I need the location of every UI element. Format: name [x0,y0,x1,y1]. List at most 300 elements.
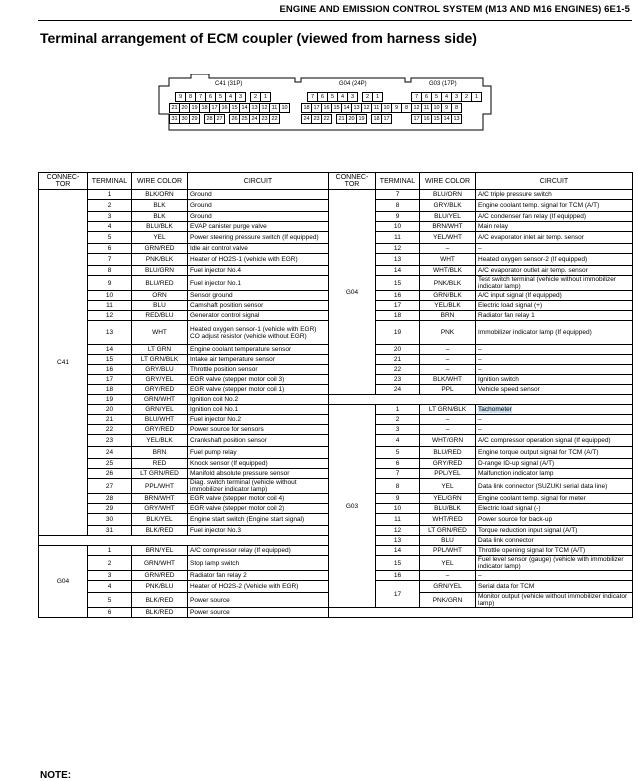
circuit-cell: – [476,425,633,435]
terminal-cell: 30 [88,514,132,526]
wire-color-cell: GRY/RED [420,459,476,469]
terminal-cell: 1 [88,546,132,556]
wire-color-cell: PPL/WHT [420,546,476,556]
c41-pin: 9 [175,92,186,102]
circuit-cell: Power source [188,608,329,618]
terminal-cell: 15 [376,276,420,291]
wire-color-cell: YEL/GRN [420,494,476,504]
terminal-cell: 7 [88,254,132,266]
terminal-cell: 4 [88,581,132,593]
circuit-cell: Generator control signal [188,311,329,321]
circuit-cell: A/C input signal (If equipped) [476,291,633,301]
circuit-cell: EVAP canister purge valve [188,222,329,232]
terminal-cell: 20 [88,405,132,415]
wire-color-cell: WHT [132,321,188,345]
terminal-cell: 9 [376,212,420,222]
circuit-cell: Engine coolant temp. signal for TCM (A/T) [476,200,633,212]
circuit-cell: Power steering pressure switch (If equipped) [188,232,329,244]
terminal-cell: 2 [376,415,420,425]
col-connector: CONNEC-TOR [39,173,88,190]
g04-pin: 20 [346,114,357,124]
empty-cell [329,608,633,618]
terminal-cell: 12 [88,311,132,321]
terminal-cell: 19 [88,395,132,405]
circuit-cell: Engine start switch (Engine start signal) [188,514,329,526]
terminal-cell: 8 [376,200,420,212]
circuit-cell: Heated oxygen sensor-1 (vehicle with EGR) CO adjust resistor (vehicle without EGR) [188,321,329,345]
terminal-cell: 16 [88,365,132,375]
c41-pin: 27 [214,114,225,124]
wire-color-cell: BLK/RED [132,526,188,536]
c41-pin: 28 [204,114,215,124]
circuit-cell: Engine torque output signal for TCM (A/T) [476,447,633,459]
g04-pin: 21 [336,114,347,124]
empty-cell [39,536,329,546]
col-circuit: CIRCUIT [188,173,329,190]
g03-pin: 4 [441,92,452,102]
terminal-cell: 27 [88,479,132,494]
wire-color-cell: GRN/WHT [132,395,188,405]
terminal-cell: 18 [376,311,420,321]
g04-pin: 18 [301,103,312,113]
terminal-cell: 11 [376,232,420,244]
wire-color-cell: GRN/BLK [420,291,476,301]
c41-pin: 21 [169,103,180,113]
wire-color-cell: RED/BLU [132,311,188,321]
terminal-cell: 23 [376,375,420,385]
circuit-cell: Ignition switch [476,375,633,385]
circuit-cell: – [476,365,633,375]
c41-pin: 14 [239,103,250,113]
g03-pin: 10 [431,103,442,113]
c41-pin: 25 [239,114,250,124]
terminal-cell: 7 [376,469,420,479]
circuit-cell: Data link connector [476,536,633,546]
wire-color-cell: BLU/GRN [132,266,188,276]
wire-color-cell: BLU/WHT [132,415,188,425]
terminal-cell: 15 [376,556,420,571]
wire-color-cell: – [420,244,476,254]
circuit-cell: Malfunction indicator lamp [476,469,633,479]
table-row [39,608,633,618]
circuit-cell: Fuel injector No.2 [188,415,329,425]
g03-pin: 15 [431,114,442,124]
wire-color-cell: GRN/RED [132,571,188,581]
wire-color-cell: BLK [132,212,188,222]
g04-pin: 3 [347,92,358,102]
wire-color-cell: – [420,355,476,365]
wire-color-cell: GRN/YEL [420,581,476,593]
page-header [0,0,638,22]
terminal-cell: 24 [88,447,132,459]
g04-pin: 17 [381,114,392,124]
page-title: Terminal arrangement of ECM coupler (viewed from harness side) [40,30,477,46]
wire-color-cell: PPL [420,385,476,395]
wire-color-cell: LT GRN/RED [132,469,188,479]
terminal-cell: 5 [88,232,132,244]
circuit-cell: A/C compressor operation signal (If equipped) [476,435,633,447]
c41-pin: 29 [189,114,200,124]
c41-pin: 8 [185,92,196,102]
terminal-cell: 7 [376,190,420,200]
circuit-cell: Power source for sensors [188,425,329,435]
circuit-cell: – [476,355,633,365]
terminal-cell: 13 [376,536,420,546]
wire-color-cell: YEL/BLK [132,435,188,447]
circuit-cell: EGR valve (stepper motor coil 4) [188,494,329,504]
terminal-table [38,172,633,618]
terminal-cell: 20 [376,345,420,355]
wire-color-cell: BLK/WHT [420,375,476,385]
terminal-cell: 28 [88,494,132,504]
circuit-cell: Idle air control valve [188,244,329,254]
terminal-cell: 16 [376,571,420,581]
c41-pin: 19 [189,103,200,113]
circuit-cell: Data link connector (SUZUKI serial data line) [476,479,633,494]
terminal-cell: 8 [376,479,420,494]
circuit-cell: Ground [188,200,329,212]
g04-pin: 13 [351,103,362,113]
wire-color-cell: – [420,345,476,355]
circuit-cell: Electric load signal (-) [476,504,633,514]
table-row [39,395,633,405]
wire-color-cell: GRY/BLU [132,365,188,375]
g03-pin: 2 [461,92,472,102]
circuit-cell: Camshaft position sensor [188,301,329,311]
circuit-cell: Vehicle speed sensor [476,385,633,395]
wire-color-cell: ORN [132,291,188,301]
terminal-cell: 24 [376,385,420,395]
left-connector-cell: C41 [39,190,88,536]
c41-pin: 23 [259,114,270,124]
terminal-cell: 4 [88,222,132,232]
circuit-cell: Heated oxygen sensor-2 (If equipped) [476,254,633,266]
right-connector-cell: G04 [329,190,376,395]
terminal-cell: 18 [88,385,132,395]
circuit-cell: Engine coolant temp. signal for meter [476,494,633,504]
terminal-cell: 21 [376,355,420,365]
terminal-cell: 15 [88,355,132,365]
wire-color-cell: YEL/WHT [420,232,476,244]
c41-pin: 24 [249,114,260,124]
c41-pin: 17 [209,103,220,113]
terminal-cell: 1 [88,190,132,200]
terminal-cell: 1 [376,405,420,415]
g03-pin: 7 [411,92,422,102]
wire-color-cell: BLU/BLK [132,222,188,232]
circuit-cell: Throttle position sensor [188,365,329,375]
g03-label: G03 (17P) [429,81,457,87]
wire-color-cell: YEL [420,556,476,571]
g04-pin: 22 [321,114,332,124]
circuit-cell: EGR valve (stepper motor coil 1) [188,385,329,395]
terminal-cell: 6 [88,244,132,254]
highlighted-circuit-text: Tachometer [478,406,512,413]
wire-color-cell: WHT/BLK [420,266,476,276]
circuit-cell: Ignition coil No.1 [188,405,329,415]
terminal-cell: 25 [88,459,132,469]
circuit-cell: Engine coolant temperature sensor [188,345,329,355]
circuit-cell: Main relay [476,222,633,232]
wire-color-cell: PNK/BLK [420,276,476,291]
circuit-cell: Test switch terminal (vehicle without immobilizer indicator lamp) [476,276,633,291]
terminal-cell: 3 [88,571,132,581]
circuit-cell: Fuel pump relay [188,447,329,459]
circuit-cell: Crankshaft position sensor [188,435,329,447]
wire-color-cell: YEL [420,479,476,494]
wire-color-cell: GRY/YEL [132,375,188,385]
wire-color-cell: GRY/BLK [420,200,476,212]
circuit-cell: A/C compressor relay (If equipped) [188,546,329,556]
wire-color-cell: BLK/ORN [132,190,188,200]
table-row [39,405,633,415]
terminal-cell: 6 [376,459,420,469]
ecm-coupler-diagram [155,74,495,136]
wire-color-cell: LT GRN [132,345,188,355]
terminal-cell: 9 [88,276,132,291]
g04-pin: 15 [331,103,342,113]
wire-color-cell: BLU [420,536,476,546]
circuit-cell: – [476,345,633,355]
g04-pin: 11 [371,103,382,113]
wire-color-cell: BLK [132,200,188,212]
g03-pin: 14 [441,114,452,124]
terminal-cell: 5 [376,447,420,459]
circuit-cell: Fuel injector No.4 [188,266,329,276]
terminal-cell: 14 [88,345,132,355]
c41-pin: 4 [225,92,236,102]
circuit-cell: Monitor output (vehicle without immobilizer indicator lamp) [476,593,633,608]
col-wire-color: WIRE COLOR [132,173,188,190]
terminal-cell: 12 [376,526,420,536]
wire-color-cell: PNK [420,321,476,345]
wire-color-cell: YEL [132,232,188,244]
circuit-cell: Torque reduction input signal (A/T) [476,526,633,536]
g04-pin: 24 [301,114,312,124]
g04-pin: 9 [391,103,402,113]
wire-color-cell: BRN/WHT [132,494,188,504]
col-connector: CONNEC-TOR [329,173,376,190]
circuit-cell: Ground [188,212,329,222]
wire-color-cell: RED [132,459,188,469]
circuit-cell: Sensor ground [188,291,329,301]
circuit-cell: Serial data for TCM [476,581,633,593]
terminal-cell: 6 [88,608,132,618]
g04-pin: 14 [341,103,352,113]
wire-color-cell: – [420,415,476,425]
terminal-cell: 3 [376,425,420,435]
circuit-cell: D-range ID-up signal (A/T) [476,459,633,469]
terminal-cell: 22 [88,425,132,435]
wire-color-cell: BLU/ORN [420,190,476,200]
g04-pin: 18 [371,114,382,124]
circuit-cell: Fuel injector No.1 [188,276,329,291]
terminal-cell: 11 [376,514,420,526]
circuit-cell: Fuel injector No.3 [188,526,329,536]
circuit-cell: Radiator fan relay 2 [188,571,329,581]
col-terminal: TERMINAL [88,173,132,190]
right-connector-cell: G03 [329,405,376,608]
wire-color-cell: WHT [420,254,476,266]
wire-color-cell: BLU/RED [132,276,188,291]
terminal-cell: 13 [376,254,420,266]
c41-pin: 20 [179,103,190,113]
circuit-cell: – [476,571,633,581]
wire-color-cell: – [420,571,476,581]
wire-color-cell: PNK/BLK [132,254,188,266]
wire-color-cell: BLU/RED [420,447,476,459]
g04-label: G04 (24P) [339,81,367,87]
table-header-row [39,173,633,190]
terminal-cell: 12 [376,244,420,254]
c41-pin: 15 [229,103,240,113]
g04-pin: 4 [337,92,348,102]
c41-label: C41 (31P) [215,81,243,87]
terminal-cell: 26 [88,469,132,479]
wire-color-cell: LT GRN/BLK [132,355,188,365]
c41-pin: 11 [269,103,280,113]
wire-color-cell: BRN/WHT [420,222,476,232]
g03-pin: 8 [451,103,462,113]
g04-pin: 7 [307,92,318,102]
g04-pin: 1 [372,92,383,102]
wire-color-cell: LT GRN/RED [420,526,476,536]
c41-pin: 26 [229,114,240,124]
circuit-cell: EGR valve (stepper motor coil 3) [188,375,329,385]
circuit-cell: Immobilizer indicator lamp (If equipped) [476,321,633,345]
terminal-cell: 22 [376,365,420,375]
g03-pin: 9 [441,103,452,113]
wire-color-cell: BRN [132,447,188,459]
terminal-cell: 31 [88,526,132,536]
empty-cell [329,395,633,405]
wire-color-cell: PNK/GRN [420,593,476,608]
c41-pin: 12 [259,103,270,113]
wire-color-cell: GRN/RED [132,244,188,254]
g04-pin: 6 [317,92,328,102]
terminal-cell: 2 [88,556,132,571]
circuit-cell: EGR valve (stepper motor coil 2) [188,504,329,514]
g03-pin: 11 [421,103,432,113]
circuit-cell: A/C triple pressure switch [476,190,633,200]
c41-pin: 18 [199,103,210,113]
col-wire-color: WIRE COLOR [420,173,476,190]
wire-color-cell: BRN [420,311,476,321]
g03-pin: 17 [411,114,422,124]
table-row [39,190,633,200]
terminal-cell: 17 [376,581,420,608]
wire-color-cell: BLU/BLK [420,504,476,514]
circuit-cell: A/C condenser fan relay (If equipped) [476,212,633,222]
circuit-cell: Diag. switch terminal (vehicle without immobilizer indicator lamp) [188,479,329,494]
wire-color-cell: GRN/WHT [132,556,188,571]
wire-color-cell: BLU [132,301,188,311]
circuit-cell: – [476,244,633,254]
wire-color-cell: WHT/GRN [420,435,476,447]
terminal-cell: 16 [376,291,420,301]
c41-pin: 22 [269,114,280,124]
c41-pin: 5 [215,92,226,102]
g03-pin: 12 [411,103,422,113]
c41-pin: 3 [235,92,246,102]
wire-color-cell: BLK/RED [132,593,188,608]
g04-pin: 12 [361,103,372,113]
terminal-cell: 21 [88,415,132,425]
g04-pin: 16 [321,103,332,113]
terminal-cell: 29 [88,504,132,514]
wire-color-cell: PPL/WHT [132,479,188,494]
left-connector-cell: G04 [39,546,88,618]
wire-color-cell: GRN/YEL [132,405,188,415]
wire-color-cell: GRY/WHT [132,504,188,514]
wire-color-cell: – [420,365,476,375]
circuit-cell: Manifold absolute pressure sensor [188,469,329,479]
g04-pin: 17 [311,103,322,113]
c41-pin: 2 [250,92,261,102]
terminal-cell: 3 [88,212,132,222]
g03-pin: 6 [421,92,432,102]
circuit-cell: Ignition coil No.2 [188,395,329,405]
circuit-cell: Stop lamp switch [188,556,329,571]
terminal-cell: 14 [376,546,420,556]
circuit-cell: Radiator fan relay 1 [476,311,633,321]
circuit-cell: Electric load signal (+) [476,301,633,311]
wire-color-cell: BLU/YEL [420,212,476,222]
wire-color-cell: PNK/BLU [132,581,188,593]
circuit-cell: Ground [188,190,329,200]
g04-pin: 2 [362,92,373,102]
wire-color-cell: GRY/RED [132,425,188,435]
terminal-cell: 5 [88,593,132,608]
circuit-cell [476,405,633,415]
table-body [39,190,633,618]
wire-color-cell: WHT/RED [420,514,476,526]
g03-pin: 3 [451,92,462,102]
g03-pin: 16 [421,114,432,124]
terminal-cell: 11 [88,301,132,311]
g03-pin: 1 [471,92,482,102]
c41-pin: 6 [205,92,216,102]
circuit-cell: A/C evaporator inlet air temp. sensor [476,232,633,244]
wire-color-cell: – [420,425,476,435]
header-text: ENGINE AND EMISSION CONTROL SYSTEM (M13 AND M16 ENGINES) 6E1-5 [279,4,630,15]
c41-pin: 1 [260,92,271,102]
header-rule [38,20,632,21]
g04-pin: 19 [356,114,367,124]
terminal-cell: 14 [376,266,420,276]
c41-pin: 10 [279,103,290,113]
g04-pin: 10 [381,103,392,113]
terminal-cell: 19 [376,321,420,345]
circuit-cell: Heater of HO2S-1 (vehicle with EGR) [188,254,329,266]
c41-pin: 7 [195,92,206,102]
terminal-cell: 10 [88,291,132,301]
g04-pin: 23 [311,114,322,124]
circuit-cell: – [476,415,633,425]
wire-color-cell: LT GRN/BLK [420,405,476,415]
c41-pin: 13 [249,103,260,113]
col-circuit: CIRCUIT [476,173,633,190]
terminal-cell: 17 [376,301,420,311]
g03-pin: 13 [451,114,462,124]
terminal-cell: 9 [376,494,420,504]
terminal-cell: 13 [88,321,132,345]
circuit-cell: Heater of HO2S-2 (Vehicle with EGR) [188,581,329,593]
circuit-cell: Intake air temperature sensor [188,355,329,365]
terminal-cell: 10 [376,222,420,232]
terminal-cell: 23 [88,435,132,447]
c41-pin: 16 [219,103,230,113]
